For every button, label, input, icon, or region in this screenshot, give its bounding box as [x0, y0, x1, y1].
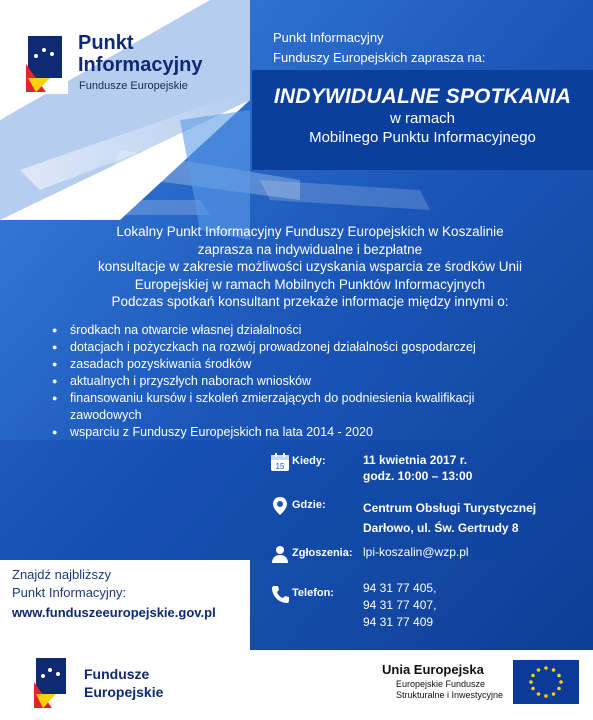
body-line-3: konsultacje w zakresie możliwości uzyskania wsparcia ze środków Unii — [98, 259, 522, 274]
title-sub-1: w ramach — [389, 110, 456, 127]
phone-icon — [270, 584, 290, 604]
where-label: Gdzie: — [292, 499, 326, 511]
where-line-1: Centrum Obsługi Turystycznej — [363, 501, 537, 515]
bullet-item: ● dotacjach i pożyczkach na rozwój prowadzonej działalności gospodarczej — [52, 339, 562, 356]
signup-email[interactable]: lpi-koszalin@wzp.pl — [363, 545, 469, 559]
person-icon — [270, 544, 290, 564]
signup-row — [270, 544, 590, 568]
find-text — [12, 566, 126, 602]
phone-values — [363, 580, 436, 630]
bullet-item: ● finansowaniu kursów i szkoleń zmierzających do podniesienia kwalifikacji — [52, 390, 562, 407]
find-line-2: Punkt Informacyjny: — [12, 585, 127, 600]
website-link[interactable]: www.funduszeeuropejskie.gov.pl — [12, 605, 216, 620]
where-row — [270, 496, 590, 536]
bullet-item: ● aktualnych i przyszłych naborach wniosków — [52, 373, 562, 390]
body-line-4: Europejskiej w ramach Mobilnych Punktów Informacyjnych — [134, 276, 486, 292]
fe-flag-icon — [22, 34, 68, 94]
phone-3: 94 31 77 409 — [363, 615, 434, 629]
invite-line-2: Funduszy Europejskich zaprasza na: — [273, 50, 486, 65]
footer — [0, 650, 593, 720]
title-box — [252, 70, 593, 170]
when-date: 11 kwietnia 2017 r. — [363, 453, 468, 467]
bullet-item: ● zasadach pozyskiwania środków — [52, 356, 562, 373]
eu-flag-icon — [513, 660, 579, 704]
find-line-1: Znajdź najbliższy — [12, 567, 111, 582]
ue-sub-1: Europejskie Fundusze — [396, 679, 486, 689]
when-row — [270, 452, 590, 486]
fundusze-europejskie-logo — [30, 656, 210, 716]
bullet-list — [52, 322, 562, 441]
signup-label: Zgłoszenia: — [292, 547, 353, 559]
logo-line-2: Informacyjny — [78, 54, 203, 76]
bullet-item: ● wsparciu z Funduszy Europejskich na lata 2014 - 2020 — [52, 424, 562, 441]
phone-label: Telefon: — [292, 587, 334, 599]
phone-1: 94 31 77 405, — [363, 581, 437, 595]
invite-line-1: Punkt Informacyjny — [273, 30, 384, 45]
bullet-item-continuation: zawodowych — [70, 408, 142, 422]
ue-sub-2: Strukturalne i Inwestycyjne — [396, 690, 504, 700]
ue-title: Unia Europejska — [382, 662, 484, 677]
title-main: INDYWIDUALNE SPOTKANIA — [273, 85, 572, 108]
phone-row — [270, 580, 590, 640]
logo-line-3: Fundusze Europejskie — [79, 80, 188, 92]
body-text — [40, 223, 580, 311]
calendar-icon — [270, 452, 290, 472]
punkt-informacyjny-logo — [22, 30, 222, 100]
invite-text — [273, 28, 485, 68]
fe-flag-icon — [30, 656, 70, 710]
bullet-item: ● środkach na otwarcie własnej działalności — [52, 322, 562, 339]
calendar-day: 15 — [275, 462, 285, 471]
where-line-2: Darłowo, ul. Św. Gertrudy 8 — [363, 521, 519, 535]
fe-line-1: Fundusze — [84, 666, 150, 682]
when-label: Kiedy: — [292, 455, 326, 467]
fe-line-2: Europejskie — [84, 684, 164, 700]
logo-line-1: Punkt — [78, 32, 134, 54]
body-line-1: Lokalny Punkt Informacyjny Funduszy Europejskich w Koszalinie — [116, 224, 504, 239]
where-value — [363, 498, 536, 536]
phone-2: 94 31 77 407, — [363, 598, 437, 612]
location-pin-icon — [270, 496, 290, 516]
body-line-2: zaprasza na indywidualne i bezpłatne — [197, 241, 423, 257]
ue-text — [382, 662, 512, 701]
body-line-5: Podczas spotkań konsultant przekaże informacje między innymi o: — [111, 294, 509, 309]
title-sub-2: Mobilnego Punktu Informacyjnego — [309, 129, 536, 146]
when-time: godz. 10:00 – 13:00 — [363, 469, 473, 483]
when-value — [363, 452, 472, 484]
